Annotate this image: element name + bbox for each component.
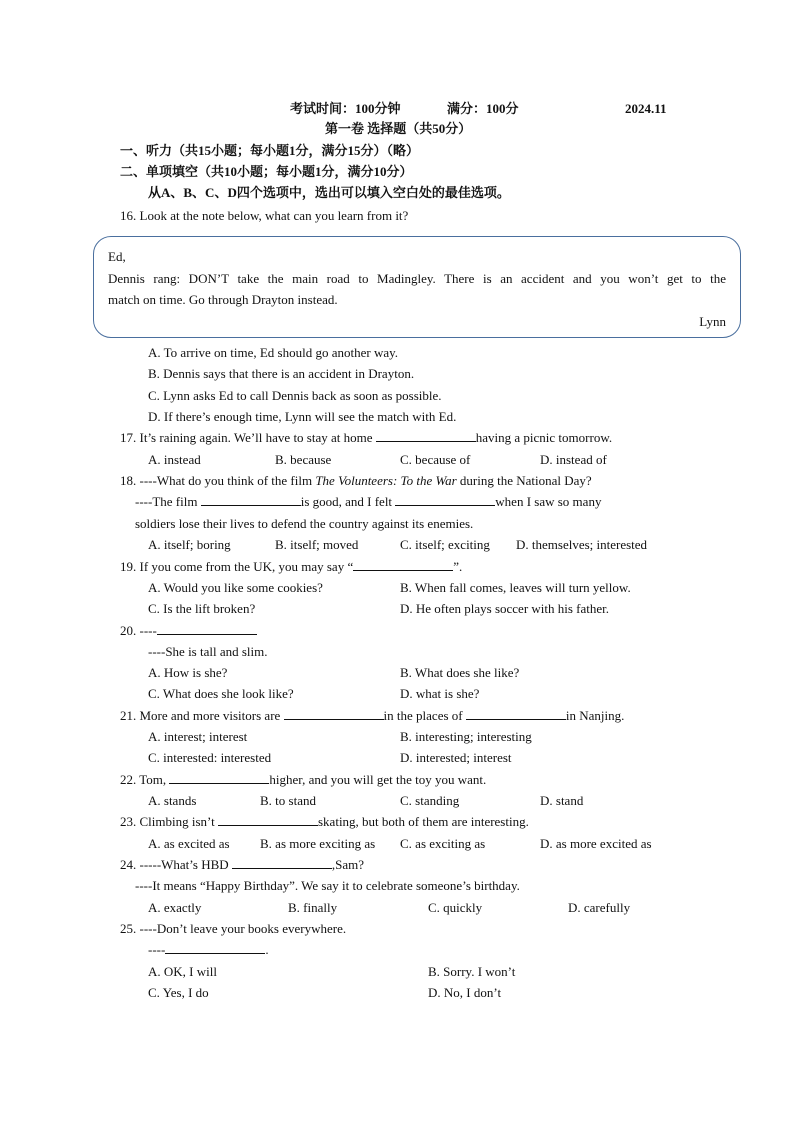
q25-reply — [148, 941, 269, 958]
q23-option-a: A. as excited as — [148, 836, 230, 851]
section-listening: 一、听力（共15小题；每小题1分，满分15分）（略） — [120, 143, 420, 158]
answer-blank — [169, 771, 269, 784]
answer-blank — [218, 813, 318, 826]
q24-reply: ----It means “Happy Birthday”. We say it to celebrate someone’s birthday. — [135, 878, 520, 893]
answer-blank — [284, 707, 384, 720]
q16-option-b: B. Dennis says that there is an accident in Drayton. — [148, 366, 415, 381]
q18-l2-c: when I saw so many — [495, 494, 602, 509]
q21-option-a: A. interest; interest — [148, 729, 248, 744]
q25-reply-post: . — [265, 942, 269, 957]
q20-option-b: B. What does she like? — [400, 665, 520, 680]
q25-reply-pre: ---- — [148, 942, 166, 957]
exam-date: 2024.11 — [625, 101, 667, 116]
q22-option-d: D. stand — [540, 793, 584, 808]
answer-blank — [157, 622, 257, 635]
q19-pre: 19. If you come from the UK, you may say “ — [120, 559, 354, 574]
q17-stem-pre: 17. It’s raining again. We’ll have to stay at home — [120, 430, 376, 445]
note-signature: Lynn — [699, 314, 726, 329]
q19-option-d: D. He often plays soccer with his father. — [400, 601, 610, 616]
q25-stem: 25. ----Don’t leave your books everywhere. — [120, 921, 347, 936]
answer-blank — [165, 941, 265, 954]
film-title: The Volunteers: To the War — [315, 473, 457, 488]
q17-option-d: D. instead of — [540, 452, 607, 467]
q19-post: ”. — [453, 559, 463, 574]
q18-stem-line-3: soldiers lose their lives to defend the country against its enemies. — [135, 516, 474, 531]
q17-stem-post: having a picnic tomorrow. — [475, 430, 613, 445]
full-score: 满分：100分 — [447, 101, 519, 116]
answer-blank — [395, 493, 495, 506]
q16-option-d: D. If there’s enough time, Lynn will see the match with Ed. — [148, 409, 457, 424]
q20-option-a: A. How is she? — [148, 665, 228, 680]
q24-option-a: A. exactly — [148, 900, 202, 915]
q24-option-b: B. finally — [288, 900, 338, 915]
q25-option-b: B. Sorry. I won’t — [428, 964, 516, 979]
note-line-2: match on time. Go through Drayton instead. — [108, 292, 338, 307]
q21-option-d: D. interested; interest — [400, 750, 512, 765]
q19-option-c: C. Is the lift broken? — [148, 601, 256, 616]
exam-time: 考试时间：100分钟 — [290, 101, 401, 116]
q16-stem: 16. Look at the note below, what can you learn from it? — [120, 208, 409, 223]
q21-option-c: C. interested: interested — [148, 750, 272, 765]
q20-reply: ----She is tall and slim. — [148, 644, 268, 659]
q22-stem — [120, 771, 486, 788]
q25-option-c: C. Yes, I do — [148, 985, 209, 1000]
q23-pre: 23. Climbing isn’t — [120, 814, 218, 829]
note-line-1: Dennis rang: DON’T take the main road to Madingley. There is an accident and you won’t get to the — [108, 271, 726, 286]
q22-pre: 22. Tom, — [120, 772, 170, 787]
q24-post: ,Sam? — [331, 857, 365, 872]
section-single-choice: 二、单项填空（共10小题；每小题1分，满分10分） — [120, 164, 413, 179]
q17-option-b: B. because — [275, 452, 332, 467]
q25-option-d: D. No, I don’t — [428, 985, 502, 1000]
q22-option-a: A. stands — [148, 793, 197, 808]
q18-stem-line-2 — [135, 493, 601, 510]
q21-option-b: B. interesting; interesting — [400, 729, 532, 744]
q16-option-c: C. Lynn asks Ed to call Dennis back as soon as possible. — [148, 388, 442, 403]
q19-option-a: A. Would you like some cookies? — [148, 580, 323, 595]
q18-option-d: D. themselves; interested — [516, 537, 648, 552]
q23-option-d: D. as more excited as — [540, 836, 652, 851]
q25-option-a: A. OK, I will — [148, 964, 217, 979]
answer-blank — [466, 707, 566, 720]
q17-option-c: C. because of — [400, 452, 471, 467]
q18-option-a: A. itself; boring — [148, 537, 231, 552]
volume-title: 第一卷 选择题（共50分） — [325, 121, 472, 136]
q24-option-d: D. carefully — [568, 900, 631, 915]
q23-stem — [120, 813, 529, 830]
q24-stem — [120, 856, 364, 873]
q21-mid: in the places of — [383, 708, 466, 723]
q23-option-c: C. as exciting as — [400, 836, 486, 851]
q18-pre: 18. ----What do you think of the film — [120, 473, 316, 488]
q20-stem — [120, 622, 257, 639]
answer-blank — [353, 558, 453, 571]
note-salutation: Ed, — [108, 249, 126, 264]
q19-option-b: B. When fall comes, leaves will turn yellow. — [400, 580, 631, 595]
q21-post: in Nanjing. — [565, 708, 625, 723]
q20-option-c: C. What does she look like? — [148, 686, 294, 701]
q20-pre: 20. ---- — [120, 623, 157, 638]
q18-post: during the National Day? — [456, 473, 592, 488]
q18-l2-b: is good, and I felt — [300, 494, 396, 509]
q23-option-b: B. as more exciting as — [260, 836, 376, 851]
q22-post: higher, and you will get the toy you want. — [269, 772, 487, 787]
q18-stem-line-1 — [120, 472, 592, 489]
q22-option-b: B. to stand — [260, 793, 316, 808]
q17-stem — [120, 429, 612, 446]
q16-option-a: A. To arrive on time, Ed should go another way. — [148, 345, 399, 360]
q23-post: skating, but both of them are interesting. — [318, 814, 529, 829]
q24-option-c: C. quickly — [428, 900, 483, 915]
section-instruction: 从A、B、C、D四个选项中，选出可以填入空白处的最佳选项。 — [148, 185, 510, 200]
q21-pre: 21. More and more visitors are — [120, 708, 284, 723]
q18-l2-a: ----The film — [135, 494, 201, 509]
q24-pre: 24. -----What’s HBD — [120, 857, 232, 872]
q22-option-c: C. standing — [400, 793, 460, 808]
answer-blank — [201, 493, 301, 506]
q17-option-a: A. instead — [148, 452, 201, 467]
q20-option-d: D. what is she? — [400, 686, 480, 701]
q21-stem — [120, 707, 624, 724]
q18-option-b: B. itself; moved — [275, 537, 359, 552]
q18-option-c: C. itself; exciting — [400, 537, 490, 552]
answer-blank — [376, 429, 476, 442]
q19-stem — [120, 558, 462, 575]
answer-blank — [232, 856, 332, 869]
